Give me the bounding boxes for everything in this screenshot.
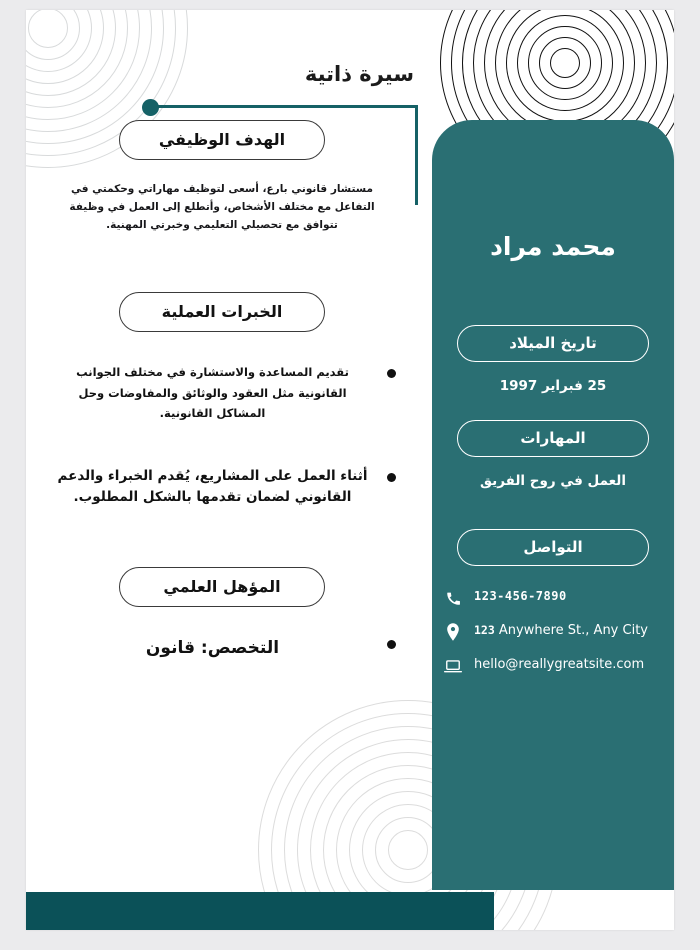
laptop-icon <box>442 656 464 676</box>
left-content-column <box>26 120 418 664</box>
section-heading-contact: التواصل <box>457 529 649 566</box>
birthdate-value: 25 فبراير 1997 <box>499 378 607 394</box>
footer-bar <box>26 892 494 930</box>
address-text <box>474 622 654 640</box>
contact-list <box>442 588 660 676</box>
address-street: Anywhere St., Any City <box>494 623 648 638</box>
experience-bullet-2: أثناء العمل على المشاريع، يُقدم الخبراء والدعم القانوني لضمان تقدمها بالشكل المطلوب. <box>57 467 368 506</box>
bullet-body <box>52 466 373 510</box>
section-heading-education: المؤهل العلمي <box>119 567 325 607</box>
phone-number: 123-456-7890 <box>474 589 567 603</box>
bullet-body <box>52 362 373 423</box>
bullet-dot-icon <box>387 473 396 482</box>
section-heading-objective: الهدف الوظيفي <box>119 120 325 160</box>
location-pin-icon <box>442 622 464 642</box>
side-panel-content <box>432 120 674 890</box>
skills-value: العمل في روح الفريق <box>480 473 626 489</box>
section-heading-skills: المهارات <box>457 420 649 457</box>
contact-row-phone[interactable] <box>442 588 660 608</box>
page-title: سيرة ذاتية <box>304 62 414 86</box>
list-item <box>52 362 396 423</box>
section-heading-birthdate: تاريخ الميلاد <box>457 325 649 362</box>
contact-row-email[interactable] <box>442 656 660 676</box>
email-text: hello@reallygreatsite.com <box>474 657 645 672</box>
bullet-dot-icon <box>387 369 396 378</box>
address-number: 123 <box>474 623 495 637</box>
objective-body-text: مستشار قانوني بارع، أسعى لتوظيف مهاراتي وحكمتي في التفاعل مع مختلف الأشخاص، وأتطلع إلى العمل في وظيفة تتوافق مع تحصيلي التعليمي وخبرتي المهنية. <box>69 183 375 232</box>
connector-dot <box>142 99 159 116</box>
list-item <box>52 466 396 510</box>
section-heading-experience: الخبرات العملية <box>119 292 325 332</box>
list-item <box>52 633 396 663</box>
bullet-dot-icon <box>387 640 396 649</box>
bullet-body <box>52 633 373 663</box>
watermark-logo <box>546 884 664 924</box>
phone-icon <box>442 588 464 608</box>
connector-horizontal-line <box>150 105 418 108</box>
education-bullet-1: التخصص: قانون <box>145 638 280 659</box>
experience-bullet-1: تقديم المساعدة والاستشارة في مختلف الجوانب القانونية مثل العقود والوثائق والمفاوضات وحل المشاكل القانونية. <box>76 365 349 421</box>
cv-sheet <box>26 10 674 930</box>
contact-row-address[interactable] <box>442 622 660 642</box>
person-name: محمد مراد <box>490 232 616 261</box>
